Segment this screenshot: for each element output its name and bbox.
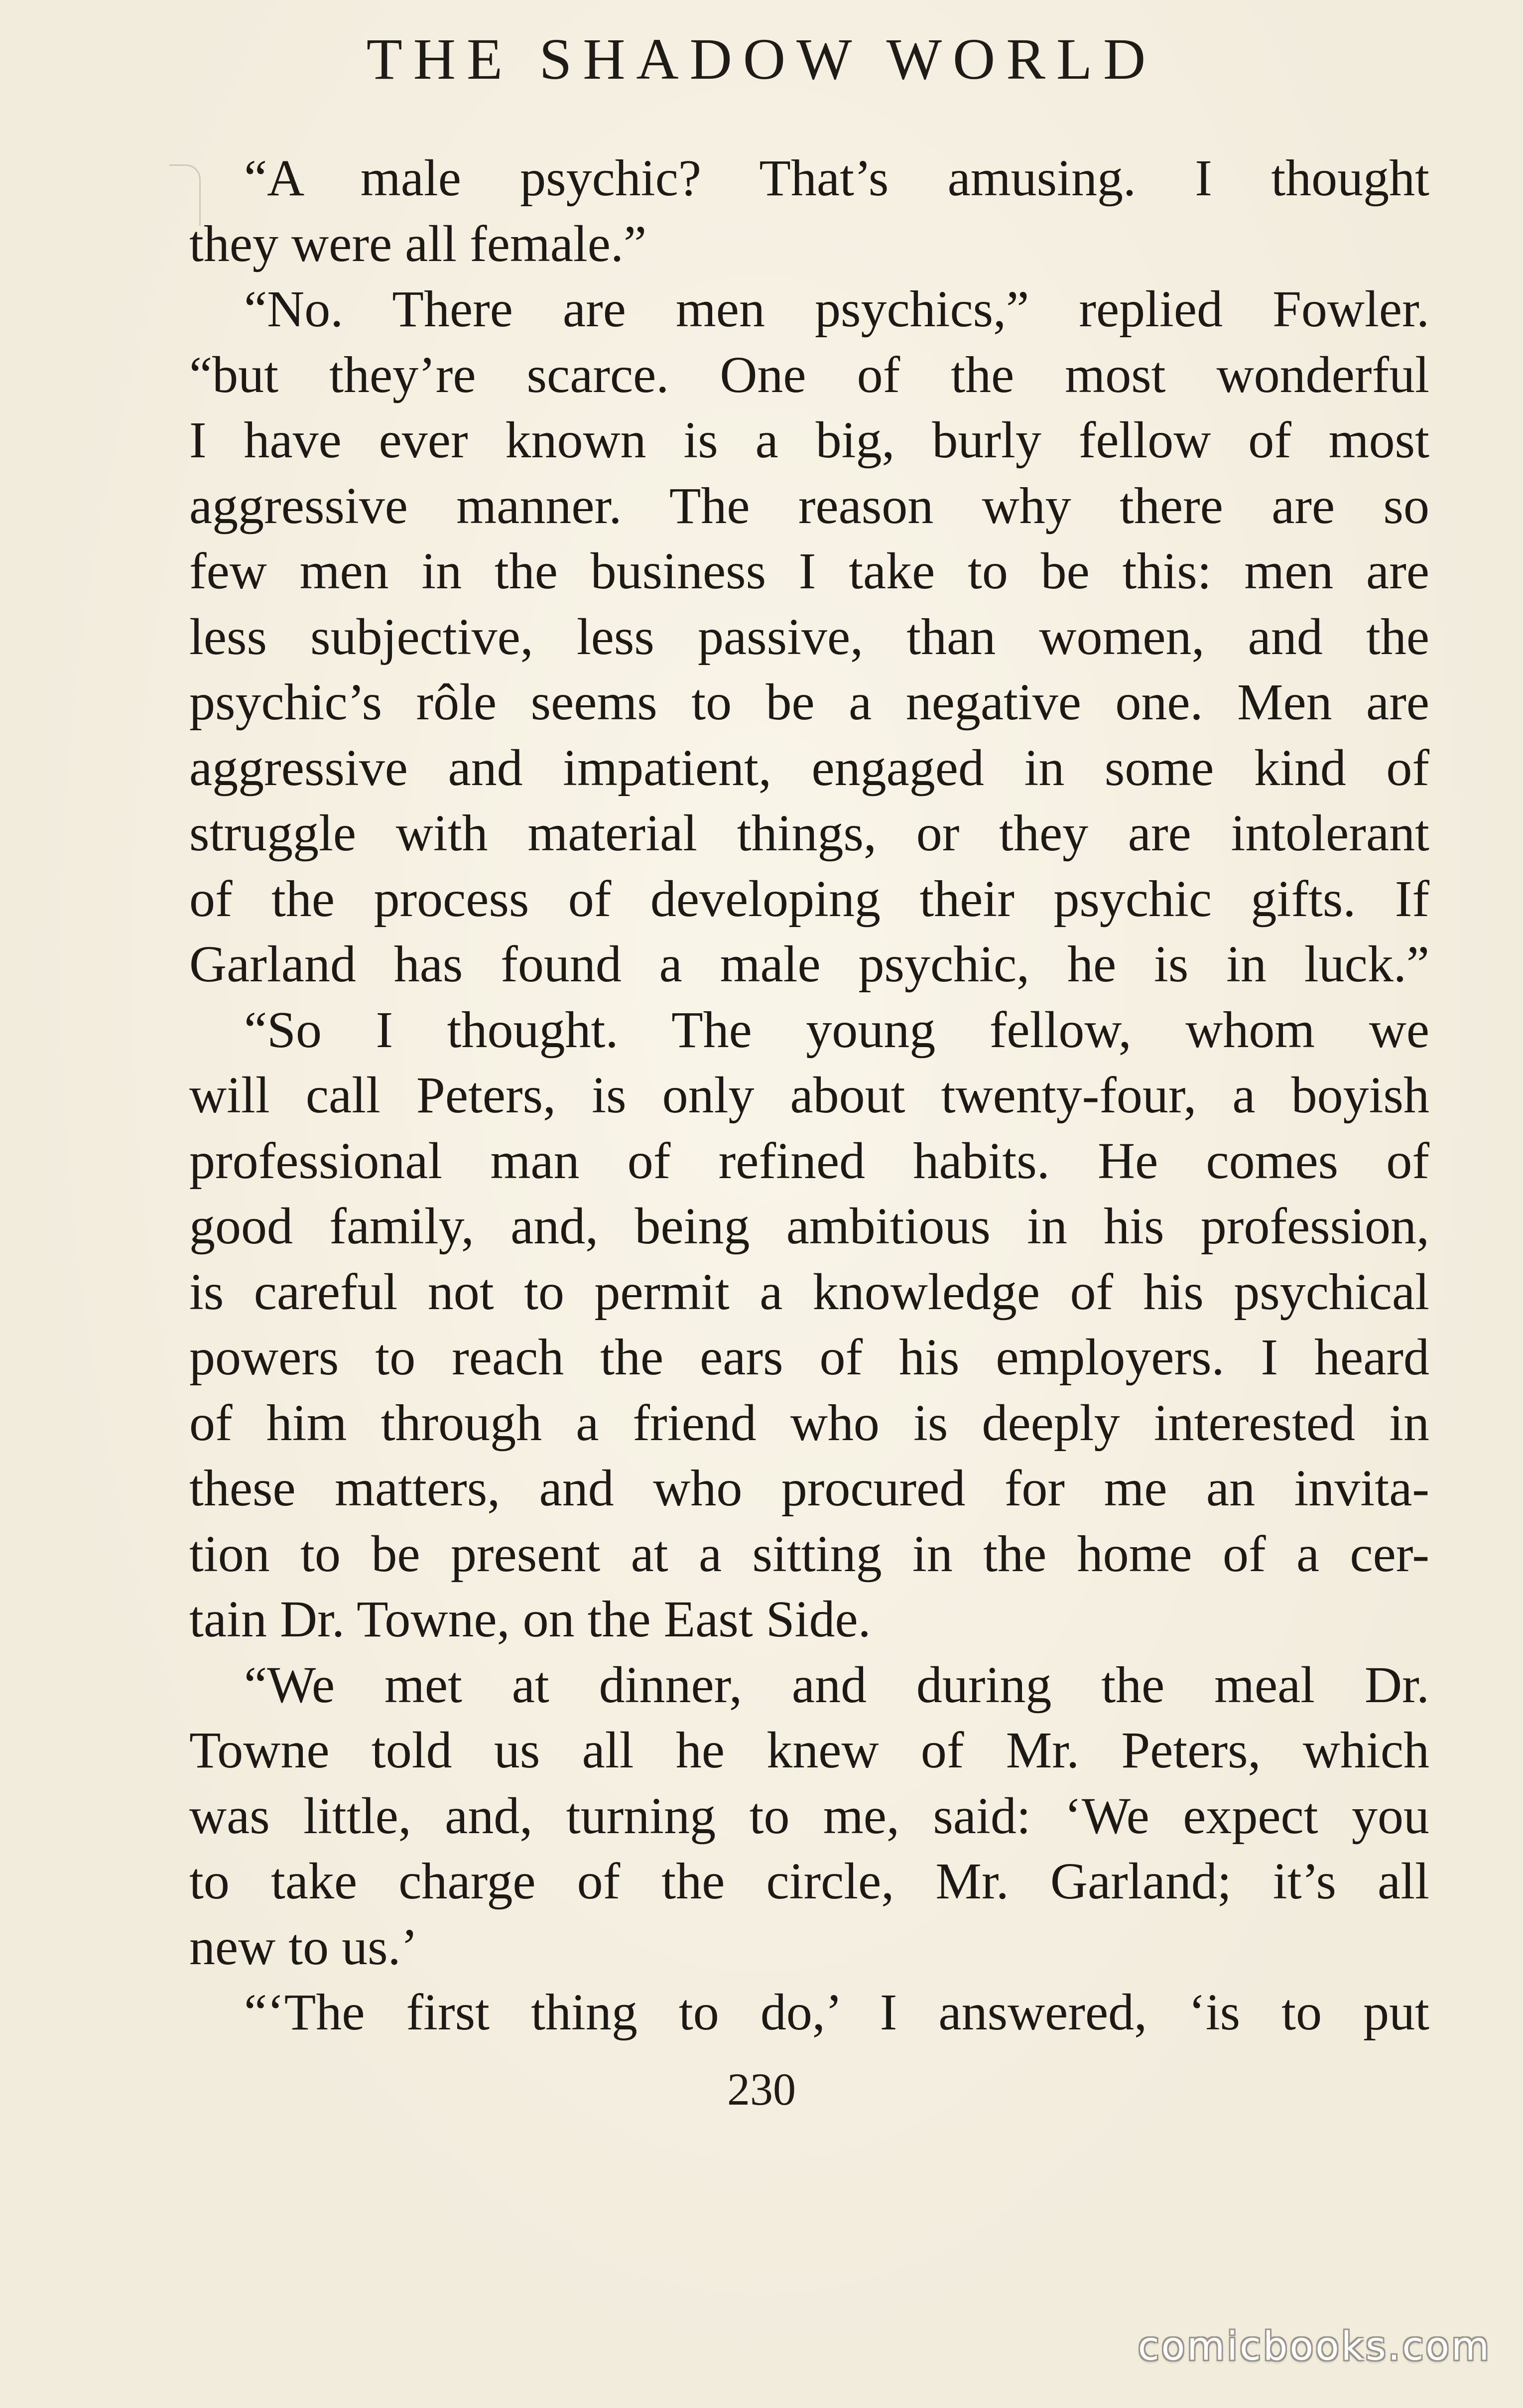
text-line: “We met at dinner, and during the meal Dr.: [244, 1656, 1429, 1714]
text-line: tion to be present at a sitting in the home of a cer-: [189, 1525, 1429, 1583]
text-line: is careful not to permit a knowledge of his psychical: [189, 1263, 1429, 1321]
text-line: “‘The first thing to do,’ I answered, ‘is to put: [244, 1984, 1429, 2041]
text-line: tain Dr. Towne, on the East Side.: [189, 1591, 871, 1648]
text-line: they were all female.”: [189, 215, 647, 272]
text-line: aggressive and impatient, engaged in some kind of: [189, 739, 1429, 797]
text-line: new to us.’: [189, 1918, 418, 1976]
text-line: few men in the business I take to be this: men are: [189, 542, 1429, 600]
text-line: professional man of refined habits. He comes of: [189, 1132, 1429, 1190]
body-text: [189, 145, 1429, 2045]
text-line: “So I thought. The young fellow, whom we: [244, 1001, 1429, 1059]
text-line: of the process of developing their psychic gifts. If: [189, 870, 1429, 928]
text-line: psychic’s rôle seems to be a negative one. Men are: [189, 673, 1429, 731]
text-line: will call Peters, is only about twenty-four, a boyish: [189, 1067, 1429, 1124]
text-line: these matters, and who procured for me an invita-: [189, 1460, 1429, 1517]
text-line: “No. There are men psychics,” replied Fowler.: [244, 280, 1429, 338]
text-line: less subjective, less passive, than women, and the: [189, 608, 1429, 666]
text-line: to take charge of the circle, Mr. Garland; it’s all: [189, 1853, 1429, 1910]
text-line: aggressive manner. The reason why there are so: [189, 477, 1429, 535]
text-line: was little, and, turning to me, said: ‘We expect you: [189, 1787, 1429, 1845]
text-line: good family, and, being ambitious in his profession,: [189, 1198, 1429, 1255]
page-number: 230: [727, 2064, 796, 2115]
text-line: “but they’re scarce. One of the most wonderful: [189, 346, 1429, 403]
text-line: Towne told us all he knew of Mr. Peters, which: [189, 1722, 1429, 1779]
text-line: I have ever known is a big, burly fellow of most: [189, 411, 1429, 469]
running-head: THE SHADOW WORLD: [366, 26, 1157, 92]
text-line: powers to reach the ears of his employers. I heard: [189, 1329, 1429, 1386]
text-line: struggle with material things, or they are intolerant: [189, 804, 1429, 862]
text-line: “A male psychic? That’s amusing. I thought: [244, 149, 1429, 207]
text-line: Garland has found a male psychic, he is in luck.”: [189, 936, 1429, 993]
watermark: comicbooks.com: [1138, 2324, 1491, 2369]
text-line: of him through a friend who is deeply interested in: [189, 1394, 1429, 1452]
